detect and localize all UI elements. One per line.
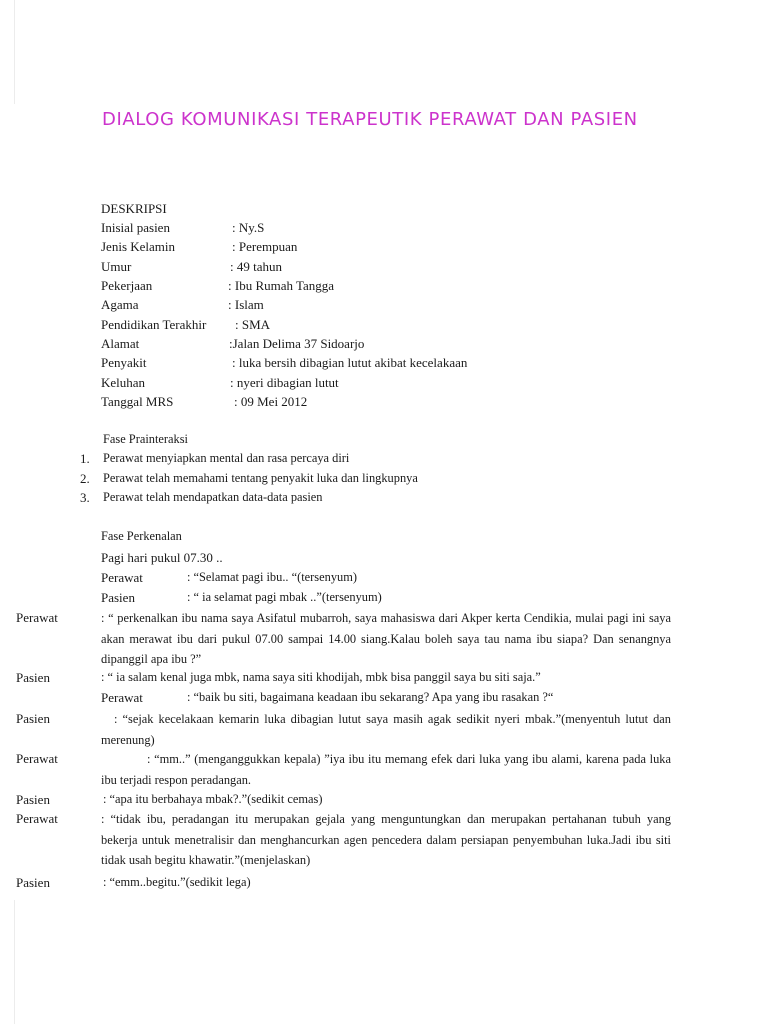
- field-value-alamat: :Jalan Delima 37 Sidoarjo: [229, 336, 365, 351]
- field-label-pendidikan: Pendidikan Terakhir: [101, 317, 207, 332]
- dialog-text-5: : “baik bu siti, bagaimana keadaan ibu sekarang? Apa yang ibu rasakan ?“: [187, 690, 554, 704]
- field-value-jenis-kelamin: : Perempuan: [232, 239, 298, 254]
- field-label-tanggal-mrs: Tanggal MRS: [101, 394, 174, 409]
- dialog-speaker-6: Pasien: [16, 711, 50, 726]
- field-value-tanggal-mrs: : 09 Mei 2012: [234, 394, 308, 409]
- dialog-speaker-7: Perawat: [16, 751, 58, 766]
- field-value-penyakit: : luka bersih dibagian lutut akibat kecelakaan: [232, 355, 468, 370]
- dialog-text-9: : “tidak ibu, peradangan itu merupakan gejala yang menguntungkan dan merupakan pertahanan tubuh yang bekerja untuk menetralisir dan menghancurkan agen pencedera dalam persiapan penyembuhan luka.Jadi ibu siti tidak usah begitu khawatir.”(menjelaskan): [101, 812, 671, 867]
- prainteraksi-number-2: 2.: [80, 471, 90, 486]
- field-label-penyakit: Penyakit: [101, 355, 147, 370]
- prainteraksi-item-2: Perawat telah memahami tentang penyakit luka dan lingkupnya: [103, 471, 418, 485]
- perkenalan-heading: Fase Perkenalan: [101, 529, 182, 543]
- dialog-text-4: : “ ia salam kenal juga mbk, nama saya siti khodijah, mbk bisa panggil saya bu siti saja.”: [101, 670, 541, 684]
- prainteraksi-item-1: Perawat menyiapkan mental dan rasa percaya diri: [103, 451, 350, 465]
- prainteraksi-item-3: Perawat telah mendapatkan data-data pasien: [103, 490, 323, 504]
- dialog-speaker-10: Pasien: [16, 875, 50, 890]
- prainteraksi-number-1: 1.: [80, 451, 90, 466]
- dialog-speaker-1: Perawat: [101, 570, 143, 585]
- dialog-speaker-5: Perawat: [101, 690, 143, 705]
- field-value-inisial: : Ny.S: [232, 220, 265, 235]
- dialog-text-7: : “mm..” (menganggukkan kepala) ”iya ibu itu memang efek dari luka yang ibu alami, karena pada luka ibu terjadi respon peradangan.: [101, 752, 671, 787]
- field-value-agama: : Islam: [228, 297, 264, 312]
- page-edge-left-lower: [14, 900, 15, 1024]
- page-edge-left: [14, 0, 15, 104]
- field-label-jenis-kelamin: Jenis Kelamin: [101, 239, 176, 254]
- field-label-inisial: Inisial pasien: [101, 220, 170, 235]
- field-value-pendidikan: : SMA: [235, 317, 271, 332]
- field-label-keluhan: Keluhan: [101, 375, 146, 390]
- dialog-text-10: : “emm..begitu.”(sedikit lega): [103, 875, 251, 889]
- dialog-speaker-3: Perawat: [16, 610, 58, 625]
- document-title: DIALOG KOMUNIKASI TERAPEUTIK PERAWAT DAN PASIEN: [102, 109, 638, 130]
- dialog-speaker-9: Perawat: [16, 811, 58, 826]
- field-value-pekerjaan: : Ibu Rumah Tangga: [228, 278, 335, 293]
- field-label-umur: Umur: [101, 259, 132, 274]
- deskripsi-heading: DESKRIPSI: [101, 201, 167, 216]
- field-label-pekerjaan: Pekerjaan: [101, 278, 153, 293]
- perkenalan-time: Pagi hari pukul 07.30 ..: [101, 550, 223, 565]
- dialog-text-6: : “sejak kecelakaan kemarin luka dibagian lutut saya masih agak sedikit nyeri mbak.”(menyentuh lutut dan merenung): [101, 712, 671, 747]
- dialog-text-2: : “ ia selamat pagi mbak ..”(tersenyum): [187, 590, 382, 604]
- dialog-speaker-4: Pasien: [16, 670, 50, 685]
- field-label-alamat: Alamat: [101, 336, 140, 351]
- dialog-text-8: : “apa itu berbahaya mbak?.”(sedikit cemas): [103, 792, 323, 806]
- field-label-agama: Agama: [101, 297, 139, 312]
- dialog-speaker-8: Pasien: [16, 792, 50, 807]
- dialog-text-1: : “Selamat pagi ibu.. “(tersenyum): [187, 570, 357, 584]
- prainteraksi-heading: Fase Prainteraksi: [103, 432, 188, 446]
- dialog-speaker-2: Pasien: [101, 590, 135, 605]
- field-value-keluhan: : nyeri dibagian lutut: [230, 375, 339, 390]
- prainteraksi-number-3: 3.: [80, 490, 90, 505]
- dialog-text-3: : “ perkenalkan ibu nama saya Asifatul mubarroh, saya mahasiswa dari Akper kerta Cendikia, mulai pagi ini saya akan merawat ibu dari pukul 07.00 sampai 14.00 siang.Kalau boleh saya tau nama ibu siapa? Dan senangnya dipanggil apa ibu ?”: [101, 611, 671, 666]
- field-value-umur: : 49 tahun: [230, 259, 282, 274]
